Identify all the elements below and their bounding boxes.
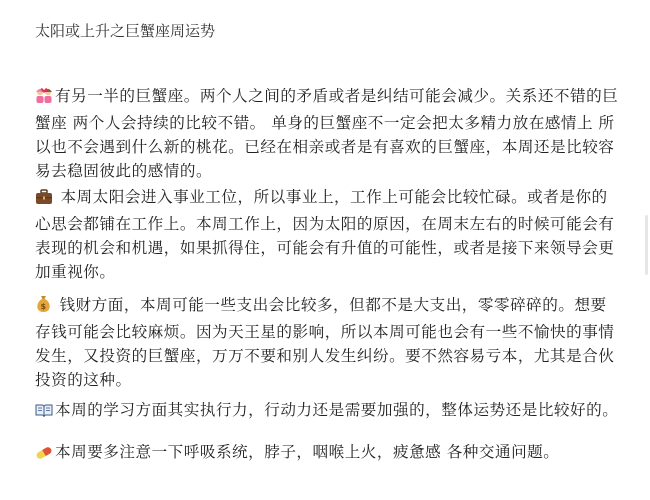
paragraph-career-text: 本周太阳会进入事业工位，所以事业上，工作上可能会比较忙碌。或者是你的心思会都铺在工作上。本周工作上，因为太阳的原因，在周末左右的时候可能会有表现的机会和机遇，如果抓得住，可能会有升值的可能性，或者是接下来领导会更加重视你。 (35, 188, 615, 281)
open-book-icon (35, 401, 53, 425)
page-title: 太阳或上升之巨蟹座周运势 (35, 22, 216, 40)
paragraph-love-text: 有另一半的巨蟹座。两个人之间的矛盾或者是纠结可能会减少。关系还不错的巨蟹座 两个人会持续的比较不错。 单身的巨蟹座不一定会把太多精力放在感情上 所以也不会遇到什么新的桃花。已经在相亲或者是有喜欢的巨蟹座，本周还是比较容易去稳固彼此的感情的。 (35, 87, 619, 180)
paragraph-love (35, 84, 620, 183)
couple-heart-icon (35, 87, 53, 111)
paragraph-career (35, 185, 620, 284)
money-bag-icon (35, 295, 52, 320)
svg-text:$: $ (40, 302, 47, 311)
paragraph-wealth-text: 钱财方面，本周可能一些支出会比较多，但都不是大支出，零零碎碎的。想要存钱可能会比较麻烦。因为天王星的影响，所以本周可能也会有一些不愉快的事情发生，又投资的巨蟹座，万万不要和别人发生纠纷。要不然容易亏本，尤其是合伙投资的这种。 (35, 296, 615, 389)
paragraph-wealth (35, 293, 620, 392)
paragraph-study (35, 398, 620, 425)
paragraph-health-text: 本周要多注意一下呼吸系统，脖子，咽喉上火，疲惫感 各种交通问题。 (55, 443, 560, 461)
paragraph-health (35, 440, 620, 467)
scrollbar[interactable] (645, 215, 648, 275)
pill-icon (35, 443, 53, 467)
paragraph-study-text: 本周的学习方面其实执行力，行动力还是需要加强的，整体运势还是比较好的。 (55, 401, 619, 419)
briefcase-icon (35, 188, 53, 212)
